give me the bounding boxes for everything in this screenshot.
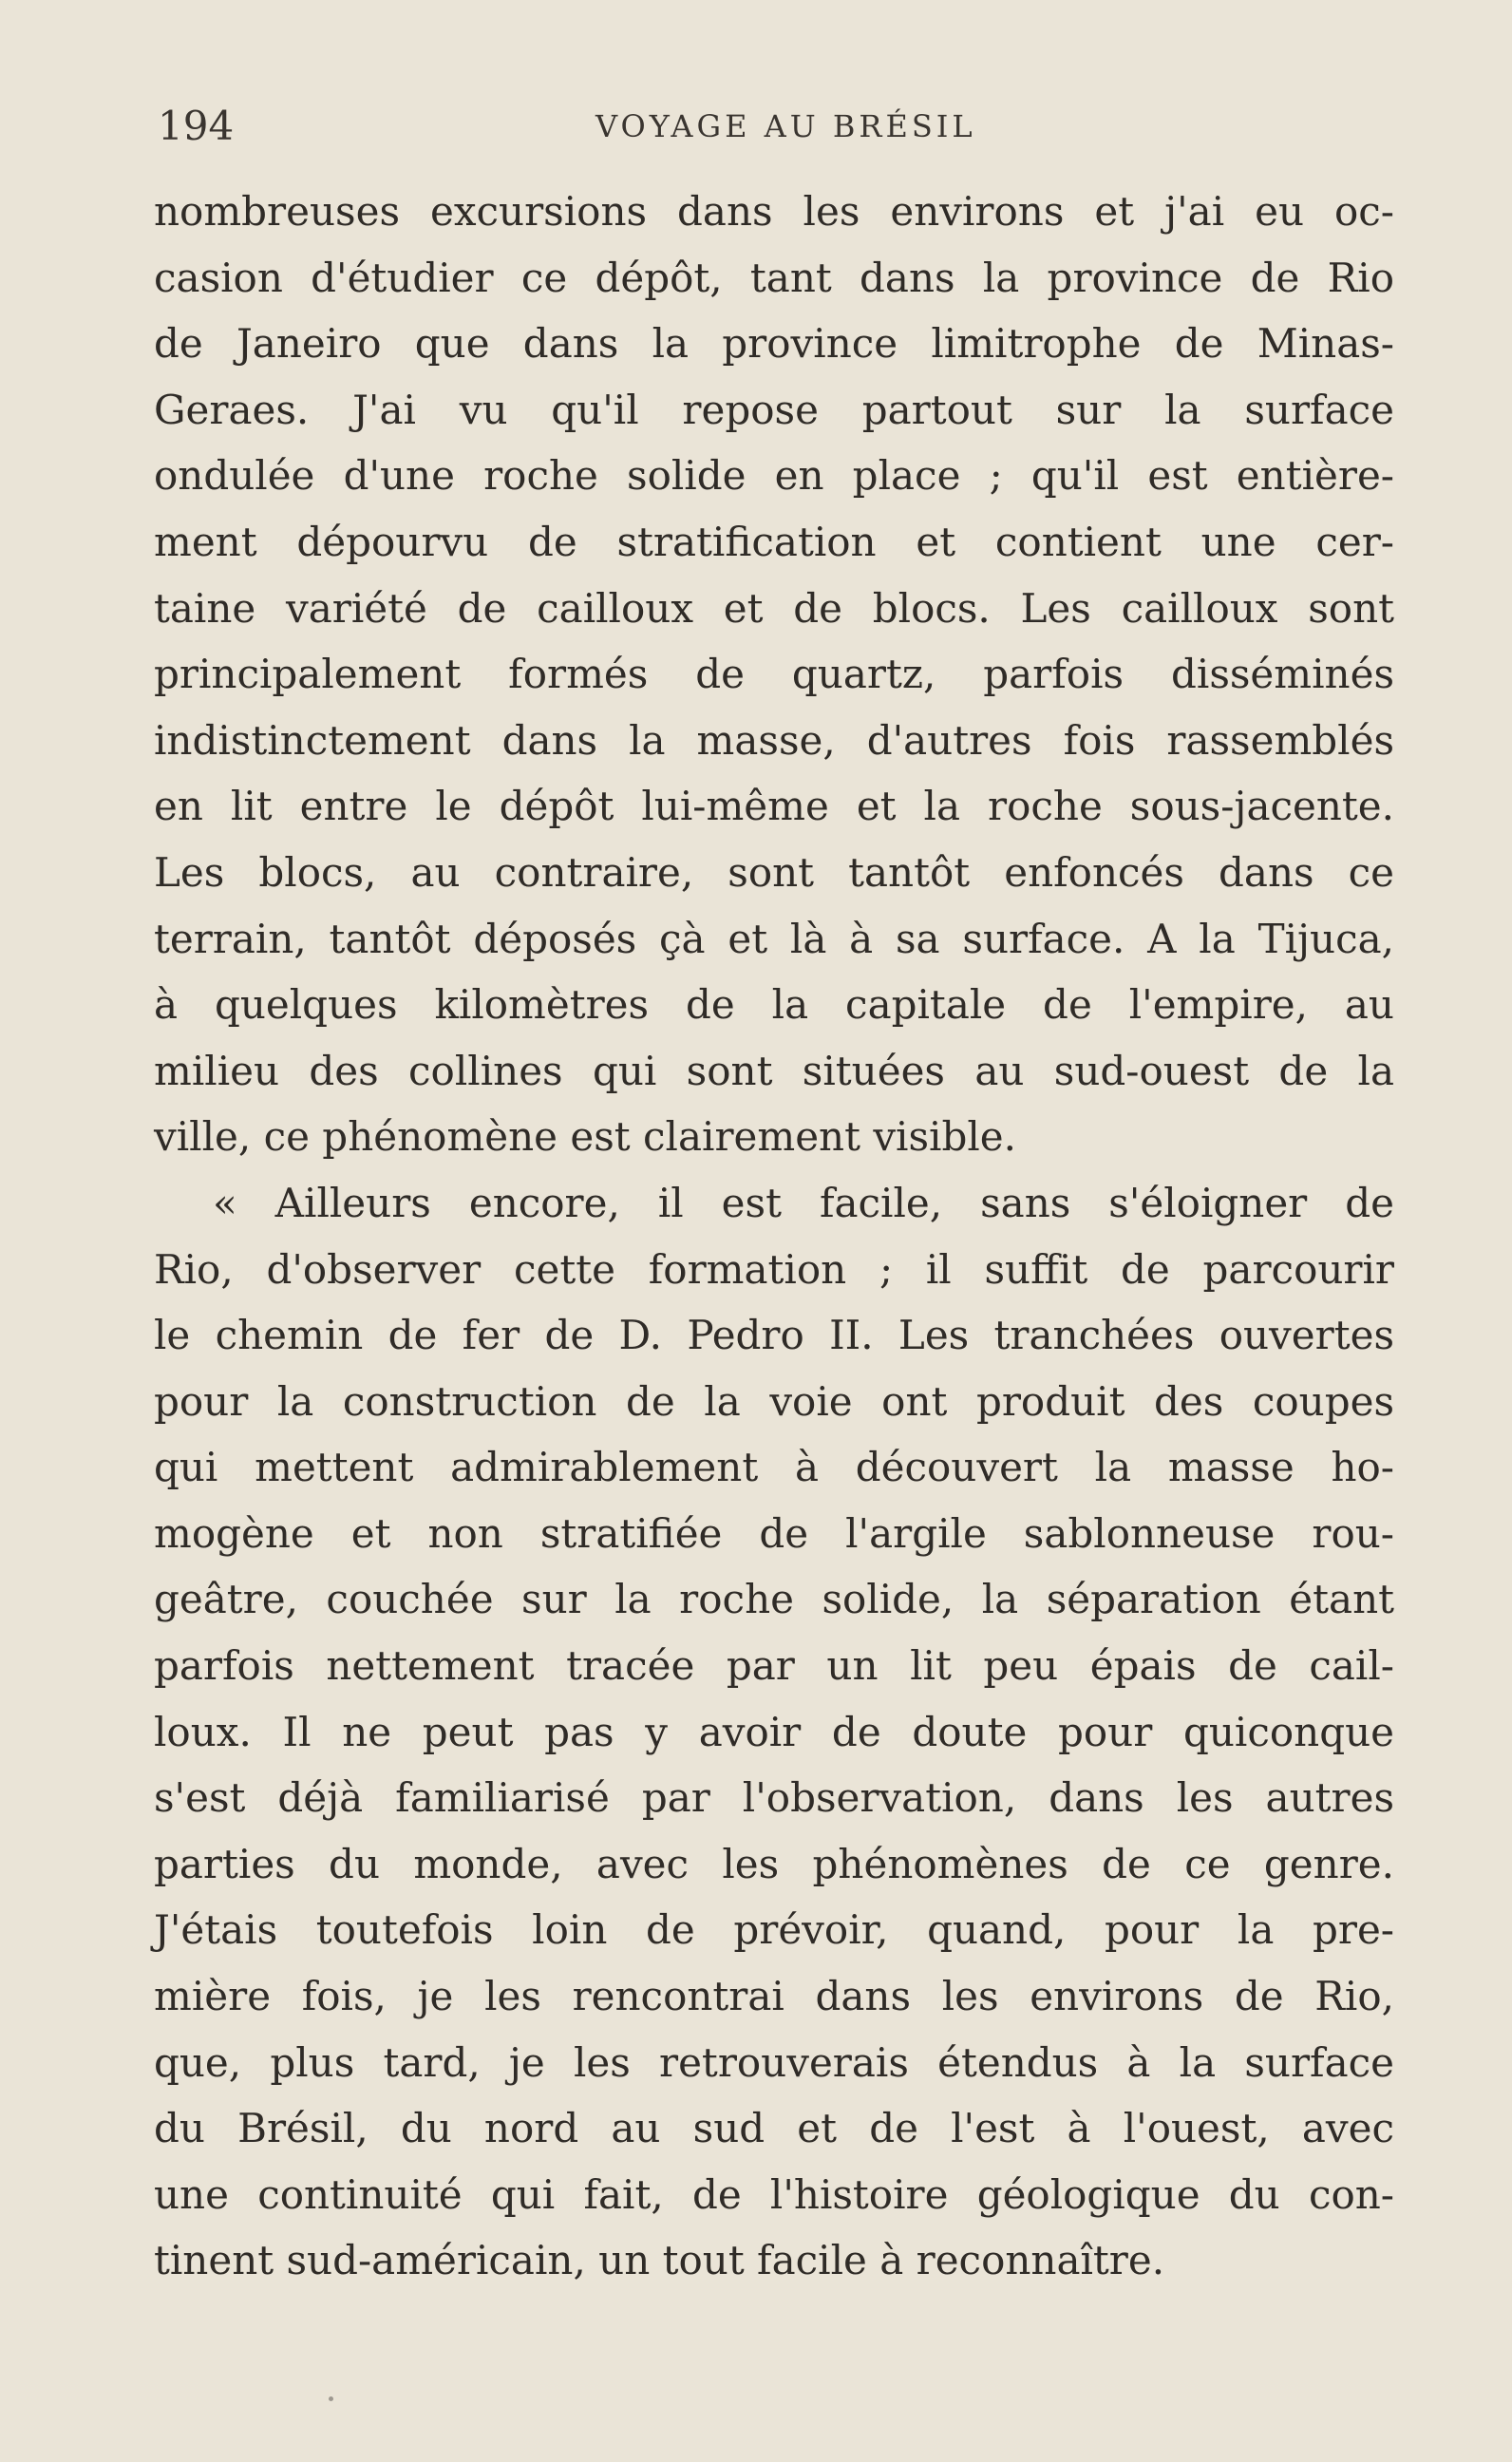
text-line: que, plus tard, je les retrouverais étendus à la surface — [154, 2038, 1394, 2086]
text-line: principalement formés de quartz, parfois disséminés — [154, 651, 1394, 698]
text-line: du Brésil, du nord au sud et de l'est à l'ouest, avec — [154, 2105, 1394, 2152]
text-line: qui mettent admirablement à découvert la masse ho- — [154, 1444, 1394, 1491]
running-title: VOYAGE AU BRÉSIL — [595, 108, 976, 144]
text-line: parties du monde, avec les phénomènes de ce genre. — [154, 1840, 1394, 1887]
text-line: de Janeiro que dans la province limitrophe de Minas- — [154, 320, 1394, 368]
text-line: nombreuses excursions dans les environs et j'ai eu oc- — [154, 188, 1394, 235]
text-line: casion d'étudier ce dépôt, tant dans la province de Rio — [154, 254, 1394, 301]
text-line: à quelques kilomètres de la capitale de l'empire, au — [154, 981, 1394, 1029]
text-line: indistinctement dans la masse, d'autres fois rassemblés — [154, 716, 1394, 764]
text-line: J'étais toutefois loin de prévoir, quand, pour la pre- — [154, 1906, 1394, 1954]
page-header — [154, 97, 1389, 154]
page-number: 194 — [158, 103, 235, 149]
text-line: milieu des collines qui sont situées au sud-ouest de la — [154, 1047, 1394, 1094]
text-line: « Ailleurs encore, il est facile, sans s'éloigner de — [213, 1179, 1394, 1226]
text-line: loux. Il ne peut pas y avoir de doute pour quiconque — [154, 1708, 1394, 1755]
text-line: parfois nettement tracée par un lit peu épais de cail- — [154, 1642, 1394, 1690]
text-line: une continuité qui fait, de l'histoire géologique du con- — [154, 2170, 1394, 2218]
text-line: s'est déjà familiarisé par l'observation, dans les autres — [154, 1774, 1394, 1822]
text-line: tinent sud-américain, un tout facile à reconnaître. — [154, 2237, 1165, 2284]
text-line: ment dépourvu de stratification et contient une cer- — [154, 518, 1394, 565]
text-line: Les blocs, au contraire, sont tantôt enfoncés dans ce — [154, 848, 1394, 896]
text-line: Geraes. J'ai vu qu'il repose partout sur la surface — [154, 386, 1394, 433]
text-line: taine variété de cailloux et de blocs. Les cailloux sont — [154, 584, 1394, 632]
text-line: mière fois, je les rencontrai dans les environs de Rio, — [154, 1973, 1394, 2020]
body-text — [154, 179, 1394, 2294]
text-line: ondulée d'une roche solide en place ; qu'il est entière- — [154, 452, 1394, 500]
text-line: terrain, tantôt déposés çà et là à sa surface. A la Tijuca, — [154, 915, 1394, 962]
text-line: en lit entre le dépôt lui-même et la roche sous-jacente. — [154, 783, 1394, 830]
text-line: mogène et non stratifiée de l'argile sablonneuse rou- — [154, 1509, 1394, 1557]
text-line: ville, ce phénomène est clairement visible. — [154, 1113, 1017, 1161]
text-line: pour la construction de la voie ont produit des coupes — [154, 1377, 1394, 1425]
text-line: Rio, d'observer cette formation ; il suffit de parcourir — [154, 1245, 1394, 1293]
paper-speck — [329, 2396, 333, 2401]
text-line: geâtre, couchée sur la roche solide, la séparation étant — [154, 1576, 1394, 1623]
text-line: le chemin de fer de D. Pedro II. Les tranchées ouvertes — [154, 1312, 1394, 1359]
